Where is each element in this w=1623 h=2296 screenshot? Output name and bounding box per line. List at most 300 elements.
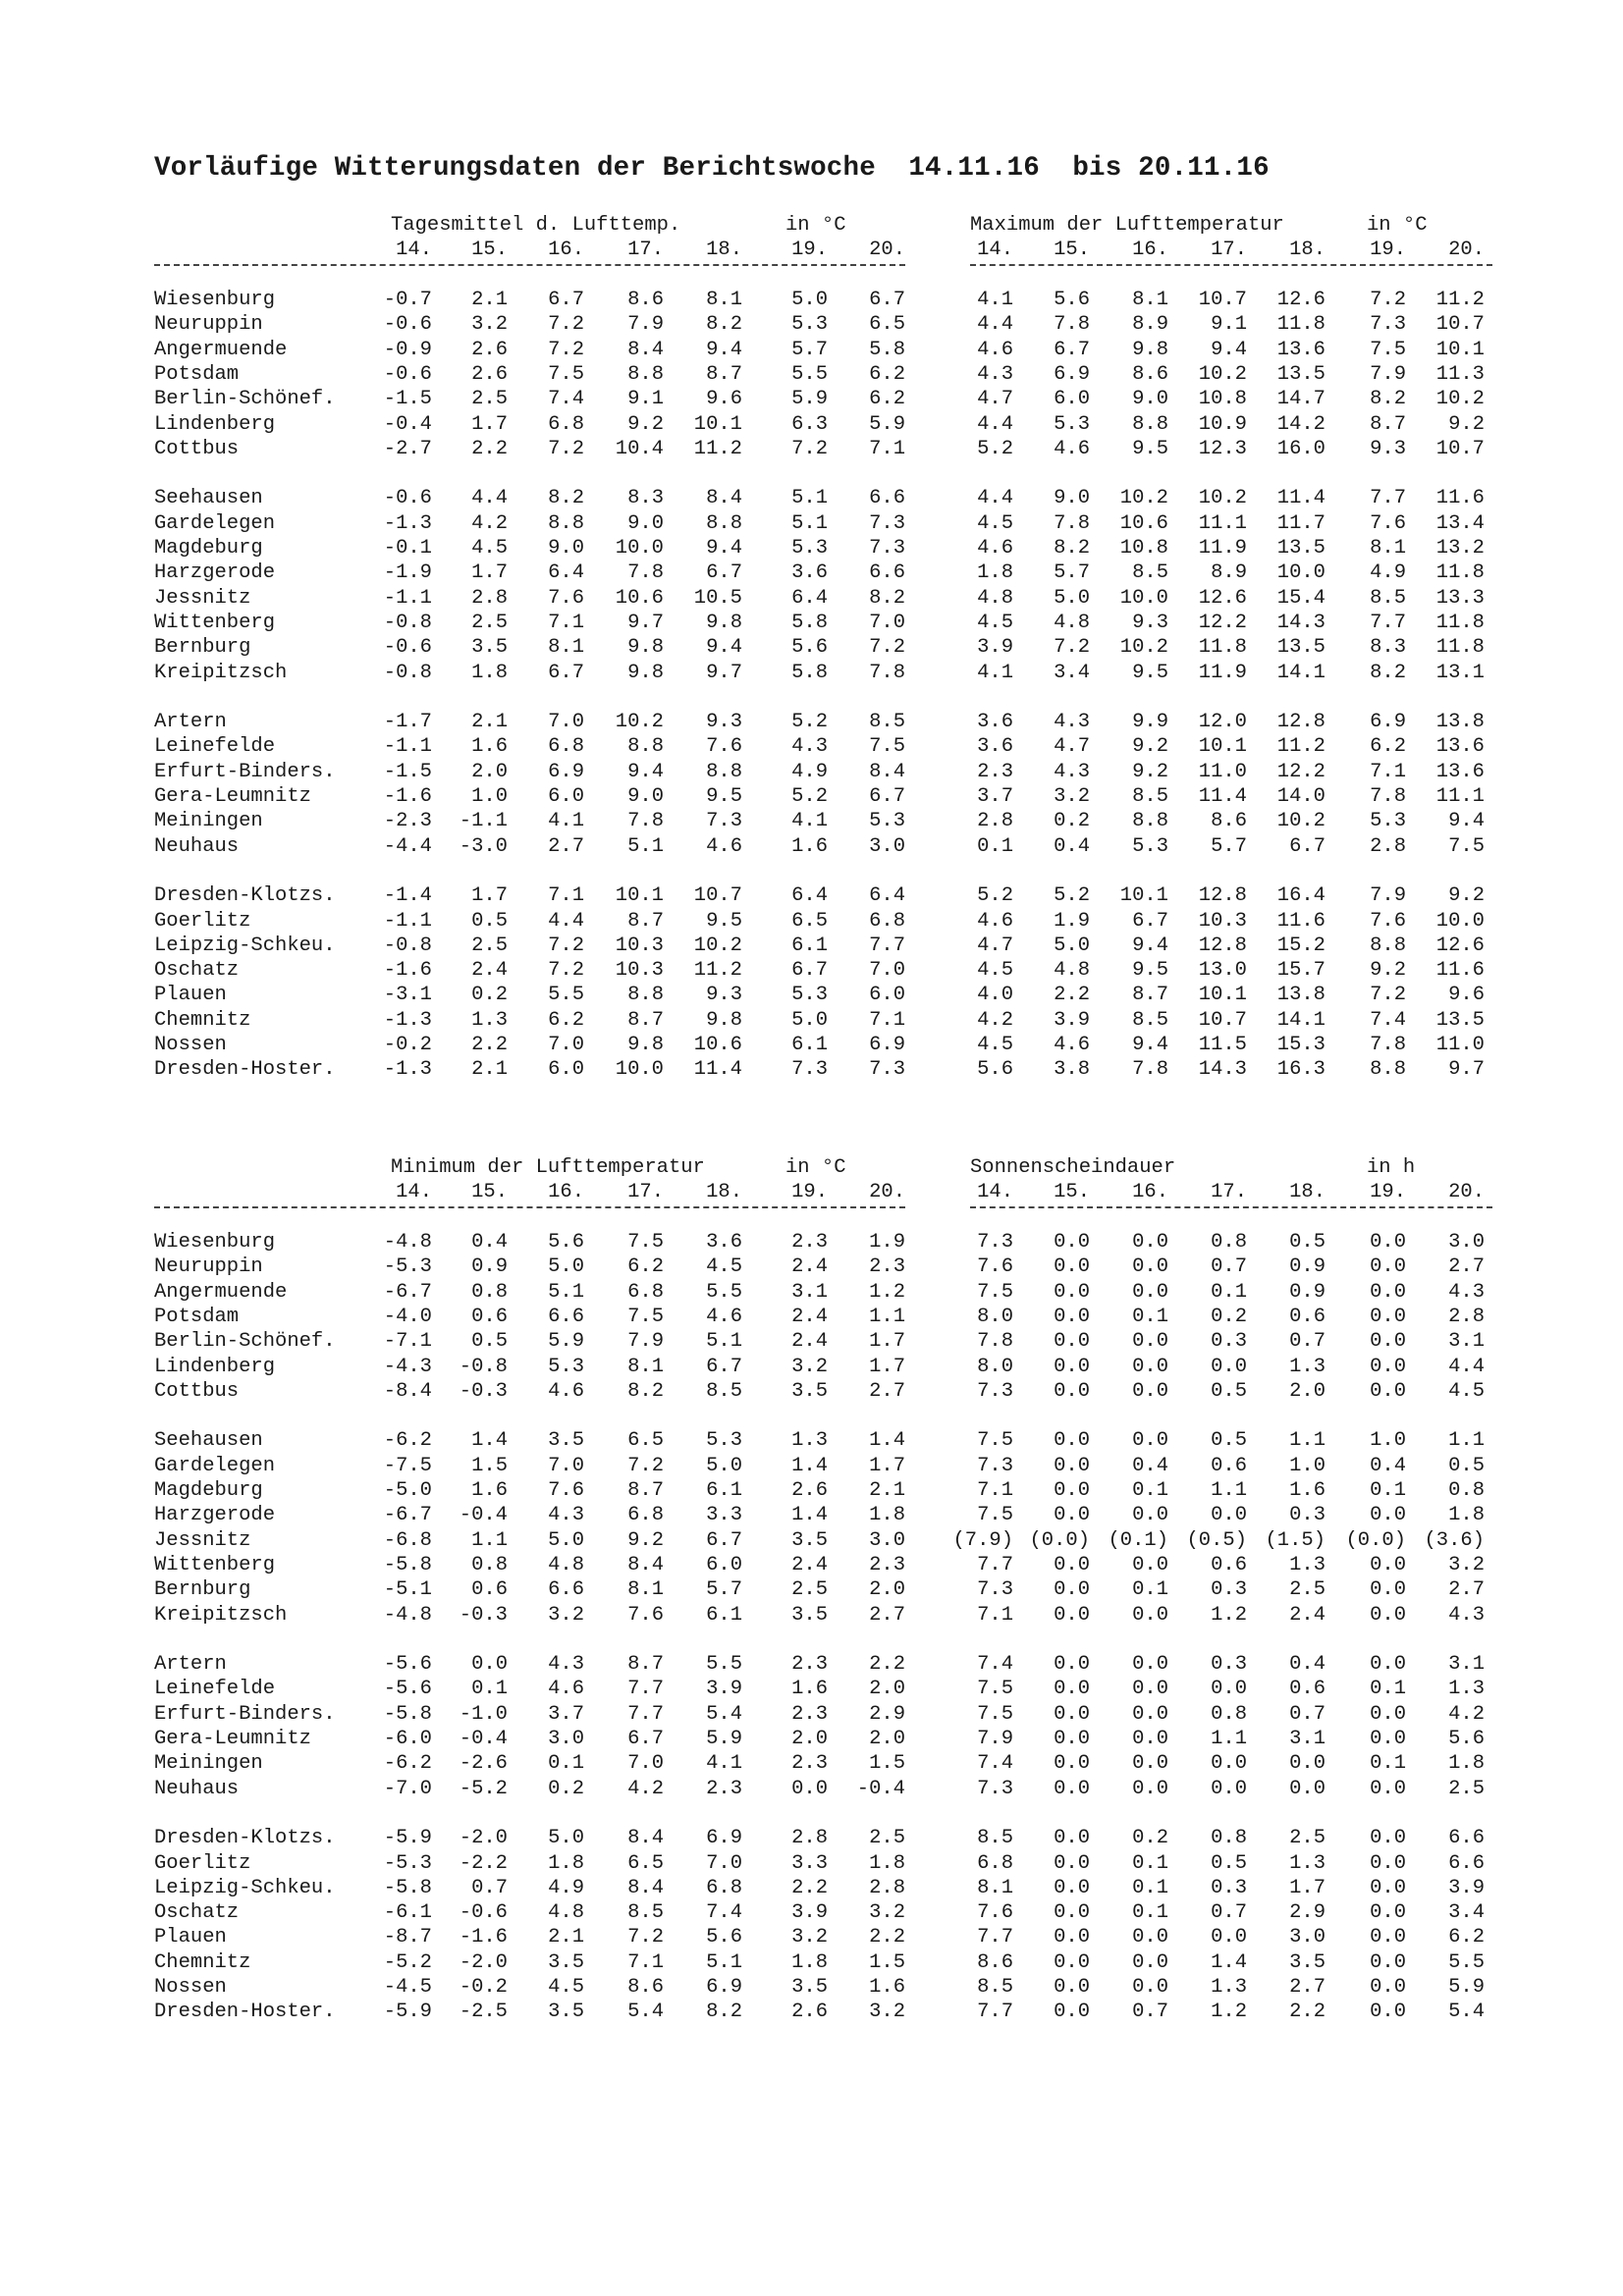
value-cell: 7.1 <box>869 437 905 460</box>
value-cell: 4.4 <box>977 487 1013 510</box>
value-cell: 0.4 <box>1054 834 1090 858</box>
value-cell: 1.8 <box>548 1851 584 1875</box>
value-cell: 9.2 <box>627 412 664 436</box>
value-cell: 4.4 <box>977 412 1013 436</box>
value-cell: 6.9 <box>548 760 584 783</box>
value-cell: 11.0 <box>1435 1034 1485 1056</box>
table-row <box>0 363 1623 388</box>
value-cell: 9.6 <box>706 388 742 411</box>
station-name: Berlin-Schönef. <box>154 388 336 411</box>
value-cell: 1.8 <box>977 561 1013 585</box>
value-cell: 4.8 <box>1054 959 1090 983</box>
value-cell: 1.6 <box>471 1479 508 1502</box>
value-cell: 3.8 <box>1054 1058 1090 1082</box>
value-cell: 13.4 <box>1435 511 1485 535</box>
value-cell: 14.1 <box>1276 661 1325 684</box>
value-cell: 7.8 <box>1370 785 1406 808</box>
value-cell: 0.0 <box>1132 1330 1168 1354</box>
value-cell: -1.1 <box>383 586 432 610</box>
value-cell: 4.6 <box>548 1379 584 1403</box>
value-cell: 9.0 <box>548 537 584 560</box>
value-cell: 2.7 <box>869 1603 905 1627</box>
value-cell: 9.3 <box>1132 611 1168 634</box>
value-cell: 6.8 <box>869 909 905 933</box>
table-row <box>0 1034 1623 1058</box>
table-row <box>0 1281 1623 1306</box>
value-cell: 11.4 <box>1276 487 1325 510</box>
value-cell: 0.0 <box>1370 1851 1406 1875</box>
value-cell: 3.7 <box>977 785 1013 808</box>
value-cell: 9.1 <box>627 388 664 411</box>
value-cell: 10.2 <box>693 934 742 957</box>
value-cell: 5.4 <box>1448 2001 1485 2024</box>
value-cell: 10.9 <box>1198 412 1247 436</box>
value-cell: 8.5 <box>627 1901 664 1925</box>
value-cell: 8.6 <box>627 1976 664 1999</box>
value-cell: 2.7 <box>1289 1976 1325 1999</box>
value-cell: 7.4 <box>706 1901 742 1925</box>
value-cell: 11.1 <box>1435 785 1485 808</box>
value-cell: 9.8 <box>706 1008 742 1032</box>
value-cell: 10.2 <box>1276 810 1325 833</box>
value-cell: 7.2 <box>1370 289 1406 311</box>
day-header: 14. <box>977 239 1013 261</box>
value-cell: 9.7 <box>1448 1058 1485 1082</box>
value-cell: 10.7 <box>693 884 742 908</box>
value-cell: 4.6 <box>706 1305 742 1328</box>
value-cell: 3.2 <box>548 1603 584 1627</box>
value-cell: 0.0 <box>1054 1976 1090 1999</box>
table-row <box>0 1231 1623 1255</box>
station-name: Leipzig-Schkeu. <box>154 1876 336 1899</box>
value-cell: (3.6) <box>1424 1528 1485 1552</box>
value-cell: 10.3 <box>615 959 664 983</box>
value-cell: 0.0 <box>1370 1330 1406 1354</box>
value-cell: 11.3 <box>1435 362 1485 386</box>
value-cell: 4.6 <box>977 909 1013 933</box>
value-cell: 3.1 <box>791 1280 828 1304</box>
value-cell: 0.0 <box>1370 1280 1406 1304</box>
value-cell: 0.0 <box>1370 1876 1406 1899</box>
table-row <box>0 1877 1623 1901</box>
value-cell: 4.5 <box>977 1034 1013 1056</box>
value-cell: 13.2 <box>1435 537 1485 560</box>
value-cell: -2.2 <box>459 1851 508 1875</box>
station-name: Oschatz <box>154 1901 240 1925</box>
value-cell: 0.1 <box>1132 1901 1168 1925</box>
value-cell: 2.7 <box>1448 1578 1485 1602</box>
table-row <box>0 1901 1623 1926</box>
value-cell: -4.0 <box>383 1305 432 1328</box>
day-header: 17. <box>1211 239 1247 261</box>
station-name: Chemnitz <box>154 1950 251 1974</box>
value-cell: -2.0 <box>459 1827 508 1850</box>
value-cell: 0.4 <box>1370 1454 1406 1477</box>
value-cell: 0.0 <box>1370 1603 1406 1627</box>
value-cell: 7.6 <box>977 1255 1013 1279</box>
station-name: Harzgerode <box>154 561 276 585</box>
value-cell: 4.6 <box>977 537 1013 560</box>
value-cell: 0.0 <box>1054 1901 1090 1925</box>
value-cell: 3.9 <box>706 1678 742 1701</box>
day-header: 17. <box>1211 1181 1247 1203</box>
station-name: Angermuende <box>154 1280 288 1304</box>
value-cell: 0.0 <box>1054 2001 1090 2024</box>
value-cell: 7.5 <box>627 1231 664 1254</box>
value-cell: 7.5 <box>548 362 584 386</box>
value-cell: 4.5 <box>706 1255 742 1279</box>
value-cell: 1.1 <box>1211 1479 1247 1502</box>
value-cell: 1.5 <box>869 1752 905 1776</box>
value-cell: 0.0 <box>1132 1678 1168 1701</box>
value-cell: 2.3 <box>791 1231 828 1254</box>
value-cell: 10.0 <box>615 1058 664 1082</box>
value-cell: 0.0 <box>1370 1827 1406 1850</box>
value-cell: 5.0 <box>548 1827 584 1850</box>
table-row <box>0 810 1623 834</box>
value-cell: 5.5 <box>706 1653 742 1677</box>
value-cell: 10.0 <box>1119 586 1168 610</box>
value-cell: 6.6 <box>1448 1851 1485 1875</box>
station-name: Wiesenburg <box>154 1231 276 1254</box>
value-cell: -4.4 <box>383 834 432 858</box>
value-cell: 0.7 <box>1211 1901 1247 1925</box>
value-cell: 6.2 <box>1370 735 1406 759</box>
table-row <box>0 289 1623 313</box>
value-cell: 3.5 <box>548 1950 584 1974</box>
value-cell: 1.8 <box>1448 1504 1485 1527</box>
value-cell: -0.6 <box>383 636 432 660</box>
value-cell: 15.4 <box>1276 586 1325 610</box>
value-cell: 12.6 <box>1435 934 1485 957</box>
value-cell: -8.4 <box>383 1379 432 1403</box>
value-cell: 3.1 <box>1448 1653 1485 1677</box>
value-cell: 7.2 <box>1370 984 1406 1007</box>
value-cell: 2.0 <box>1289 1379 1325 1403</box>
value-cell: 0.0 <box>1132 1752 1168 1776</box>
value-cell: 1.2 <box>869 1280 905 1304</box>
value-cell: 0.1 <box>1211 1280 1247 1304</box>
value-cell: 4.1 <box>977 289 1013 311</box>
station-name: Artern <box>154 1653 227 1677</box>
value-cell: 5.3 <box>791 984 828 1007</box>
value-cell: -0.4 <box>459 1504 508 1527</box>
value-cell: 9.0 <box>1132 388 1168 411</box>
value-cell: 6.2 <box>627 1255 664 1279</box>
station-name: Seehausen <box>154 1429 263 1453</box>
station-name: Nossen <box>154 1034 227 1056</box>
value-cell: 10.0 <box>615 537 664 560</box>
value-cell: 7.1 <box>548 884 584 908</box>
value-cell: 2.4 <box>791 1330 828 1354</box>
table-row <box>0 1554 1623 1578</box>
value-cell: 12.8 <box>1198 884 1247 908</box>
value-cell: 0.0 <box>1054 1255 1090 1279</box>
value-cell: 0.0 <box>1054 1752 1090 1776</box>
value-cell: 5.4 <box>706 1702 742 1726</box>
value-cell: 1.8 <box>471 661 508 684</box>
value-cell: 8.5 <box>977 1976 1013 1999</box>
value-cell: 8.6 <box>627 289 664 311</box>
value-cell: -1.1 <box>383 909 432 933</box>
value-cell: 5.1 <box>627 834 664 858</box>
value-cell: 2.4 <box>791 1255 828 1279</box>
value-cell: 0.5 <box>471 1330 508 1354</box>
value-cell: 0.0 <box>1211 1752 1247 1776</box>
station-name: Artern <box>154 711 227 734</box>
value-cell: -1.3 <box>383 511 432 535</box>
value-cell: -0.3 <box>459 1603 508 1627</box>
value-cell: 4.9 <box>791 760 828 783</box>
value-cell: 3.0 <box>1448 1231 1485 1254</box>
value-cell: 8.8 <box>1370 934 1406 957</box>
value-cell: 5.7 <box>1054 561 1090 585</box>
value-cell: 2.5 <box>471 934 508 957</box>
value-cell: 6.7 <box>1054 338 1090 361</box>
value-cell: 2.0 <box>869 1678 905 1701</box>
value-cell: 7.2 <box>1054 636 1090 660</box>
value-cell: 0.8 <box>471 1280 508 1304</box>
value-cell: 7.3 <box>977 1454 1013 1477</box>
value-cell: 2.2 <box>869 1653 905 1677</box>
table-row <box>0 1604 1623 1629</box>
day-header: 14. <box>977 1181 1013 1203</box>
value-cell: -5.2 <box>383 1950 432 1974</box>
station-name: Neuhaus <box>154 1777 240 1800</box>
value-cell: 4.8 <box>977 586 1013 610</box>
value-cell: 12.6 <box>1276 289 1325 311</box>
value-cell: 0.0 <box>791 1777 828 1800</box>
value-cell: 10.2 <box>1435 388 1485 411</box>
value-cell: 2.6 <box>791 2001 828 2024</box>
value-cell: 2.1 <box>471 1058 508 1082</box>
value-cell: 4.4 <box>471 487 508 510</box>
value-cell: 7.4 <box>977 1752 1013 1776</box>
value-cell: 7.8 <box>869 661 905 684</box>
value-cell: 11.2 <box>1276 735 1325 759</box>
value-cell: 0.7 <box>471 1876 508 1899</box>
day-header: 15. <box>471 239 508 261</box>
value-cell: 3.2 <box>1054 785 1090 808</box>
value-cell: 2.8 <box>977 810 1013 833</box>
value-cell: 2.6 <box>471 338 508 361</box>
value-cell: 1.7 <box>471 412 508 436</box>
table-row <box>0 1778 1623 1802</box>
value-cell: 6.7 <box>548 289 584 311</box>
value-cell: 0.0 <box>1054 1330 1090 1354</box>
value-cell: 7.4 <box>977 1653 1013 1677</box>
value-cell: 6.2 <box>548 1008 584 1032</box>
value-cell: 3.1 <box>1289 1728 1325 1750</box>
value-cell: 0.1 <box>1132 1479 1168 1502</box>
value-cell: 6.2 <box>1448 1926 1485 1949</box>
value-cell: 10.7 <box>1435 437 1485 460</box>
value-cell: 5.6 <box>791 636 828 660</box>
value-cell: 8.7 <box>1132 984 1168 1007</box>
value-cell: 4.5 <box>1448 1379 1485 1403</box>
value-cell: 4.6 <box>977 338 1013 361</box>
value-cell: 1.7 <box>869 1454 905 1477</box>
value-cell: 0.3 <box>1289 1504 1325 1527</box>
header-rule-left <box>154 1206 905 1208</box>
value-cell: 6.5 <box>627 1429 664 1453</box>
value-cell: 10.1 <box>1435 338 1485 361</box>
value-cell: 5.2 <box>977 884 1013 908</box>
table-row <box>0 339 1623 363</box>
value-cell: 8.2 <box>706 2001 742 2024</box>
value-cell: 6.4 <box>869 884 905 908</box>
value-cell: 9.4 <box>1448 810 1485 833</box>
table-row <box>0 1479 1623 1504</box>
value-cell: 3.2 <box>791 1355 828 1378</box>
station-name: Gardelegen <box>154 511 276 535</box>
value-cell: 8.8 <box>627 362 664 386</box>
value-cell: 8.5 <box>869 711 905 734</box>
value-cell: 0.0 <box>1370 1504 1406 1527</box>
value-cell: 2.5 <box>471 611 508 634</box>
value-cell: (0.0) <box>1345 1528 1406 1552</box>
value-cell: 5.3 <box>1370 810 1406 833</box>
value-cell: -4.8 <box>383 1603 432 1627</box>
value-cell: 0.0 <box>1054 1728 1090 1750</box>
value-cell: 10.0 <box>1435 909 1485 933</box>
table-row <box>0 561 1623 586</box>
value-cell: 5.3 <box>791 537 828 560</box>
value-cell: 13.1 <box>1435 661 1485 684</box>
value-cell: 2.5 <box>1289 1578 1325 1602</box>
value-cell: 8.2 <box>548 487 584 510</box>
value-cell: 0.0 <box>1054 1876 1090 1899</box>
value-cell: 13.6 <box>1435 735 1485 759</box>
value-cell: 9.5 <box>1132 437 1168 460</box>
value-cell: 3.9 <box>791 1901 828 1925</box>
value-cell: 0.1 <box>1370 1479 1406 1502</box>
value-cell: 0.2 <box>1211 1305 1247 1328</box>
value-cell: 0.0 <box>1370 1702 1406 1726</box>
value-cell: 8.1 <box>548 636 584 660</box>
value-cell: -1.5 <box>383 388 432 411</box>
value-cell: 0.9 <box>1289 1255 1325 1279</box>
value-cell: 14.7 <box>1276 388 1325 411</box>
value-cell: 8.8 <box>706 511 742 535</box>
value-cell: -5.8 <box>383 1702 432 1726</box>
value-cell: 0.0 <box>1054 1678 1090 1701</box>
value-cell: 4.5 <box>548 1976 584 1999</box>
value-cell: 8.8 <box>548 511 584 535</box>
value-cell: 2.7 <box>548 834 584 858</box>
value-cell: 6.7 <box>548 661 584 684</box>
value-cell: 5.5 <box>791 362 828 386</box>
value-cell: -5.9 <box>383 2001 432 2024</box>
value-cell: 7.5 <box>1370 338 1406 361</box>
value-cell: 11.0 <box>1198 760 1247 783</box>
value-cell: 1.2 <box>1211 2001 1247 2024</box>
value-cell: 8.2 <box>1370 388 1406 411</box>
value-cell: 7.7 <box>977 2001 1013 2024</box>
value-cell: -3.1 <box>383 984 432 1007</box>
value-cell: 8.2 <box>1054 537 1090 560</box>
value-cell: 8.9 <box>1132 313 1168 337</box>
value-cell: 4.5 <box>977 511 1013 535</box>
value-cell: 11.8 <box>1435 561 1485 585</box>
station-name: Jessnitz <box>154 1528 251 1552</box>
value-cell: 0.0 <box>1054 1429 1090 1453</box>
value-cell: -0.8 <box>459 1355 508 1378</box>
value-cell: 0.7 <box>1289 1330 1325 1354</box>
value-cell: 8.1 <box>706 289 742 311</box>
day-header: 19. <box>791 1181 828 1203</box>
value-cell: 6.0 <box>869 984 905 1007</box>
value-cell: 4.4 <box>977 313 1013 337</box>
value-cell: 6.1 <box>706 1479 742 1502</box>
value-cell: 5.2 <box>791 711 828 734</box>
value-cell: -0.4 <box>459 1728 508 1750</box>
value-cell: 5.3 <box>548 1355 584 1378</box>
value-cell: 16.4 <box>1276 884 1325 908</box>
value-cell: 2.1 <box>548 1926 584 1949</box>
value-cell: 7.0 <box>627 1752 664 1776</box>
value-cell: -5.9 <box>383 1827 432 1850</box>
station-name: Neuruppin <box>154 1255 263 1279</box>
right-group-unit: in h <box>1367 1156 1416 1179</box>
value-cell: -0.1 <box>383 537 432 560</box>
value-cell: 7.9 <box>627 313 664 337</box>
value-cell: 5.9 <box>548 1330 584 1354</box>
value-cell: 9.4 <box>706 636 742 660</box>
value-cell: 2.1 <box>471 711 508 734</box>
value-cell: 0.0 <box>1132 1553 1168 1576</box>
value-cell: 0.4 <box>471 1231 508 1254</box>
value-cell: 5.7 <box>706 1578 742 1602</box>
left-group-unit: in °C <box>785 214 846 237</box>
value-cell: 2.3 <box>791 1702 828 1726</box>
value-cell: 7.9 <box>1370 884 1406 908</box>
value-cell: 12.2 <box>1198 611 1247 634</box>
value-cell: 1.1 <box>1211 1728 1247 1750</box>
value-cell: 8.4 <box>627 1876 664 1899</box>
value-cell: -4.5 <box>383 1976 432 1999</box>
value-cell: 0.5 <box>471 909 508 933</box>
value-cell: 10.4 <box>615 437 664 460</box>
value-cell: 12.0 <box>1198 711 1247 734</box>
value-cell: 0.0 <box>1289 1777 1325 1800</box>
value-cell: 3.5 <box>791 1976 828 1999</box>
value-cell: 0.0 <box>1370 1578 1406 1602</box>
value-cell: 4.3 <box>1448 1603 1485 1627</box>
value-cell: 0.2 <box>471 984 508 1007</box>
value-cell: 5.7 <box>791 338 828 361</box>
value-cell: 1.3 <box>1289 1553 1325 1576</box>
value-cell: 8.7 <box>627 909 664 933</box>
value-cell: 0.1 <box>1370 1678 1406 1701</box>
value-cell: 8.6 <box>1132 362 1168 386</box>
value-cell: 0.4 <box>1289 1653 1325 1677</box>
value-cell: 5.6 <box>548 1231 584 1254</box>
value-cell: 7.1 <box>1370 760 1406 783</box>
value-cell: 10.1 <box>615 884 664 908</box>
value-cell: 9.5 <box>706 909 742 933</box>
value-cell: 11.7 <box>1276 511 1325 535</box>
value-cell: -2.6 <box>459 1752 508 1776</box>
value-cell: 5.5 <box>1448 1950 1485 1974</box>
value-cell: 5.6 <box>977 1058 1013 1082</box>
value-cell: 9.9 <box>1132 711 1168 734</box>
value-cell: 3.3 <box>791 1851 828 1875</box>
table-row <box>0 1058 1623 1083</box>
value-cell: 8.2 <box>706 313 742 337</box>
value-cell: 5.1 <box>548 1280 584 1304</box>
value-cell: 0.0 <box>1054 1653 1090 1677</box>
